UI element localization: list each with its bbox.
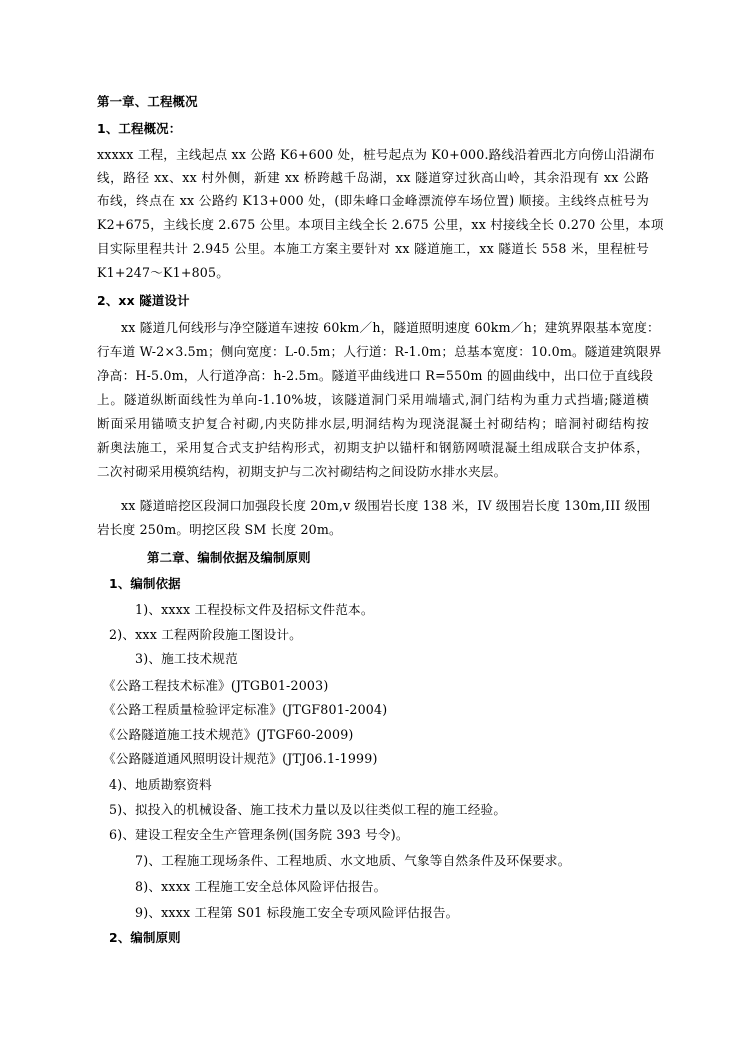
design-line-5: 断面采用锚喷支护复合衬砌,内夹防排水层,明洞结构为现浇混凝土衬砌结构；暗洞衬砌结构按 — [97, 416, 649, 431]
section-heading-basis: 1、编制依据 — [109, 576, 181, 591]
standard-2: 《公路工程质量检验评定标准》(JTGF801-2004) — [103, 702, 388, 717]
standard-3: 《公路隧道施工技术规范》(JTGF60-2009) — [103, 727, 354, 742]
basis-item-8: 8)、xxxx 工程施工安全总体风险评估报告。 — [135, 879, 387, 894]
overview-line-3: 布线，终点在 xx 公路约 K13+000 处，(即朱峰口金峰漂流停车场位置) 顺接。主线终点桩号为 — [97, 193, 649, 208]
rock-class-line-1: xx 隧道暗挖区段洞口加强段长度 20m,v 级围岩长度 138 米，IV 级围岩长度 130m,III 级围 — [121, 498, 651, 513]
overview-line-5: 目实际里程共计 2.945 公里。本施工方案主要针对 xx 隧道施工，xx 隧道长 558 米，里程桩号 — [97, 241, 649, 256]
overview-line-2: 线，路径 xx、xx 村外侧，新建 xx 桥跨越千岛湖，xx 隧道穿过狄高山岭，其余沿现有 xx 公路 — [97, 170, 649, 185]
design-line-2: 行车道 W-2×3.5m；侧向宽度：L-0.5m；人行道：R-1.0m；总基本宽度：10.0m。隧道建筑限界 — [97, 344, 662, 359]
standard-4: 《公路隧道通风照明设计规范》(JTJ06.1-1999) — [103, 751, 378, 766]
overview-line-1: xxxxx 工程，主线起点 xx 公路 K6+600 处，桩号起点为 K0+000.路线沿着西北方向傍山沿湖布 — [97, 147, 655, 162]
overview-line-4: K2+675，主线长度 2.675 公里。本项目主线全长 2.675 公里，xx 村接线全长 0.270 公里，本项 — [97, 217, 664, 232]
standard-1: 《公路工程技术标准》(JTGB01-2003) — [103, 678, 329, 693]
rock-class-line-2: 岩长度 250m。明挖区段 SM 长度 20m。 — [97, 522, 342, 537]
section-heading-tunnel-design: 2、xx 隧道设计 — [97, 293, 190, 308]
design-line-6: 新奥法施工，采用复合式支护结构形式，初期支护以锚杆和钢筋网喷混凝土组成联合支护体系， — [97, 440, 649, 455]
basis-item-9: 9)、xxxx 工程第 S01 标段施工安全专项风险评估报告。 — [135, 905, 459, 920]
basis-item-3: 3)、施工技术规范 — [135, 651, 238, 666]
basis-item-5: 5)、拟投入的机械设备、施工技术力量以及以往类似工程的施工经验。 — [109, 802, 507, 817]
chapter1-title: 第一章、工程概况 — [97, 94, 198, 109]
section-heading-principles: 2、编制原则 — [109, 930, 181, 945]
basis-item-1: 1)、xxxx 工程投标文件及招标文件范本。 — [135, 602, 374, 617]
chapter2-title: 第二章、编制依据及编制原则 — [147, 550, 311, 565]
design-line-3: 净高：H-5.0m，人行道净高：h-2.5m。隧道平曲线进口 R=550m 的圆曲线中，出口位于直线段 — [97, 368, 654, 383]
design-line-4: 上。隧道纵断面线性为单向-1.10%坡，该隧道洞门采用端墙式,洞门结构为重力式挡墙;隧道横 — [97, 392, 649, 407]
design-line-1: xx 隧道几何线形与净空隧道车速按 60km／h，隧道照明速度 60km／h；建筑界限基本宽度： — [121, 320, 660, 335]
overview-line-6: K1+247～K1+805。 — [97, 265, 230, 280]
basis-item-4: 4)、地质勘察资料 — [109, 777, 212, 792]
basis-item-7: 7)、工程施工现场条件、工程地质、水文地质、气象等自然条件及环保要求。 — [135, 853, 571, 868]
basis-item-2: 2)、xxx 工程两阶段施工图设计。 — [109, 627, 302, 642]
design-line-7: 二次衬砌采用模筑结构，初期支护与二次衬砌结构之间设防水排水夹层。 — [97, 464, 507, 479]
basis-item-6: 6)、建设工程安全生产管理条例(国务院 393 号令)。 — [109, 827, 409, 842]
section-heading-project-overview: 1、工程概况： — [97, 121, 182, 136]
